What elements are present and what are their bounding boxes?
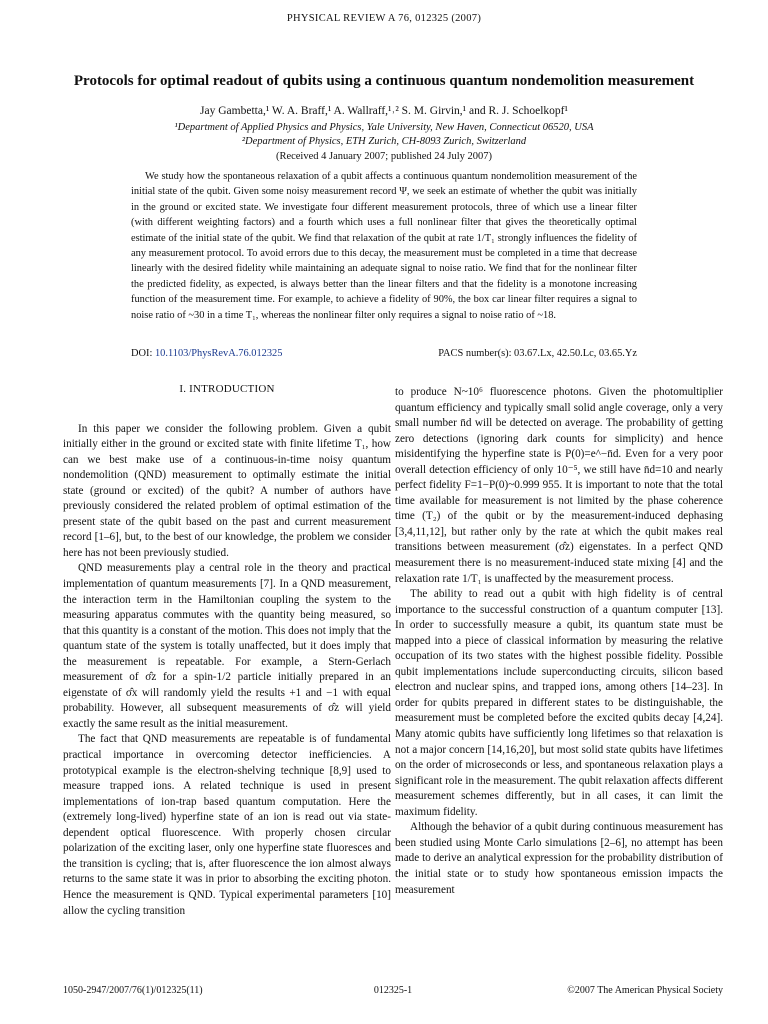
right-column <box>395 385 723 898</box>
paragraph: QND measurements play a central role in the theory and practical implementation of quantum measurements [7]. In a QND measurement, the interaction term in the Hamiltonian coupling the system to the measuring apparatus commutes with the quantity being measured, so that this quantity is a constant of the motion. This does not imply that the quantum state of the system is totally unaffected, but it does imply that the measurement is repeatable. For example, a Stern-Gerlach measurement of σ̂z for a spin-1/2 particle initially prepared in an eigenstate of σ̂x will randomly yield the results +1 and −1 with equal probability. However, all subsequent measurements of σ̂z will yield exactly the same result as the initial measurement. <box>63 562 391 730</box>
pacs-numbers: PACS number(s): 03.67.Lx, 42.50.Lc, 03.65.Yz <box>438 348 637 359</box>
affiliation-1: ¹Department of Applied Physics and Physics, Yale University, New Haven, Connecticut 06520, USA <box>174 122 594 133</box>
paragraph: In this paper we consider the following problem. Given a qubit initially either in the ground or excited state with finite lifetime T₁, how can we best make use of a continuous-in-time noisy quantum nondemolition (QND) measurement to optimally estimate the initial state (ground or excited) of the qubit? A number of authors have previously considered the related problem of optimal estimation of the present state of the qubit based on the past and current measurement record [1–6], but, to the best of our knowledge, the problem we consider here has not been previously studied. <box>63 422 391 559</box>
journal-header: PHYSICAL REVIEW A 76, 012325 (2007) <box>286 13 482 24</box>
author-list: Jay Gambetta,¹ W. A. Braff,¹ A. Wallraff,¹˒² S. M. Girvin,¹ and R. J. Schoelkopf¹ <box>200 105 568 117</box>
doi <box>131 347 282 361</box>
affiliation-2: ²Department of Physics, ETH Zurich, CH-8093 Zurich, Switzerland <box>241 136 527 147</box>
paragraph: The ability to read out a qubit with high fidelity is of central importance to the successful construction of a quantum computer [13]. In order to successfully measure a qubit, its quantum state must be mapped into a piece of classical information by measuring the relative occupation of its two states with the highest possible fidelity. Possible qubit implementations include superconducting circuits, silicon based electron and nuclear spins, and trapped ions, among others [14–23]. In order for qubits prepared in different states to be distinguishable, the measurement must be completed before the excited qubits decay [4,24]. Many atomic qubits have sufficiently long lifetimes so that relaxation is not a major concern [14,16,20], but most solid state qubits have lifetimes on the order of microseconds or less, and spontaneous relaxation plays a significant role in the measurement. The qubit relaxation affects different measurement schemes differently, but in all cases, it can limit the maximum fidelity. <box>395 588 723 818</box>
copyright: ©2007 The American Physical Society <box>567 985 723 996</box>
abstract: We study how the spontaneous relaxation of a qubit affects a continuous quantum nondemolition measurement of the initial state of the qubit. Given some noisy measurement record Ψ, we seek an estimate of whether the qubit was initially in the ground or excited state. We investigate four different measurement protocols, three of which use a linear filter (with different weighting factors) and a fourth which uses a full nonlinear filter that gives the theoretically optimal estimate of the initial state of the qubit. We find that relaxation of the qubit at rate 1/T₁ strongly influences the fidelity of any measurement protocol. To avoid errors due to this decay, the measurement must be completed in a time that decrease linearly with the desired fidelity while maintaining an adequate signal to noise ratio. We find that for the nonlinear filter the predicted fidelity, as expected, is always better than the linear filters and that the fidelity is a monotone increasing function of the measurement time. For example, to achieve a fidelity of 90%, the box car linear filter requires a signal to noise ratio of ~30 in a time T₁, whereas the nonlinear filter only requires a signal to noise ratio of ~18. <box>131 171 637 321</box>
received-date: (Received 4 January 2007; published 24 July 2007) <box>275 151 493 162</box>
footer-code: 1050-2947/2007/76(1)/012325(11) <box>63 985 203 996</box>
doi-link[interactable]: 10.1103/PhysRevA.76.012325 <box>154 348 283 359</box>
paragraph: to produce N~10⁶ fluorescence photons. Given the photomultiplier quantum efficiency and typically small solid angle coverage, only a very small number n̄d will be detected on average. The probability of getting zero detections (ignoring dark counts for simplicity) and hence misidentifying the hyperfine state is P(0)=e^−n̄d. Even for a very poor overall detection efficiency of only 10⁻⁵, we still have n̄d=10 and nearly perfect fidelity F=1−P(0)~0.999 955. It is important to note that the total time available for measurement is not limited by the phase coherence time (T₂) of the qubit or by the measurement-induced dephasing [3,4,11,12], but rather only by the rate at which the qubit makes real transitions between measurement (σ̂z) eigenstates. In a perfect QND measurement there is no measurement-induced state mixing [4] and the relaxation rate 1/T₁ is unaffected by the measurement process. <box>395 386 723 585</box>
page-number: 012325-1 <box>373 985 413 996</box>
left-column <box>63 382 391 919</box>
paragraph: The fact that QND measurements are repeatable is of fundamental practical importance in overcoming detector inefficiencies. A prototypical example is the electron-shelving technique [8,9] used to measure trapped ions. A related technique is used in present implementations of ion-trap based quantum computation. Here the (extremely long-lived) hyperfine state of an ion is read out via state-dependent optical fluorescence. With properly chosen circular polarization of the exciting laser, only one hyperfine state fluoresces and the transition is cycling; that is, after fluorescence the ion almost always returns to the same state it was in prior to absorbing the exciting photon. Hence the measurement is QND. Typical experimental parameters [10] allow the cycling transition <box>63 733 391 917</box>
paragraph: Although the behavior of a qubit during continuous measurement has been studied using Monte Carlo simulations [2–6], no attempt has been made to derive an analytical expression for the probability distribution of the initial state or to study how spontaneous emission impacts the measurement <box>395 821 723 896</box>
section-heading: I. INTRODUCTION <box>179 383 275 395</box>
doi-label: DOI: <box>131 348 153 359</box>
article-title: Protocols for optimal readout of qubits using a continuous quantum nondemolition measurement <box>73 73 695 89</box>
